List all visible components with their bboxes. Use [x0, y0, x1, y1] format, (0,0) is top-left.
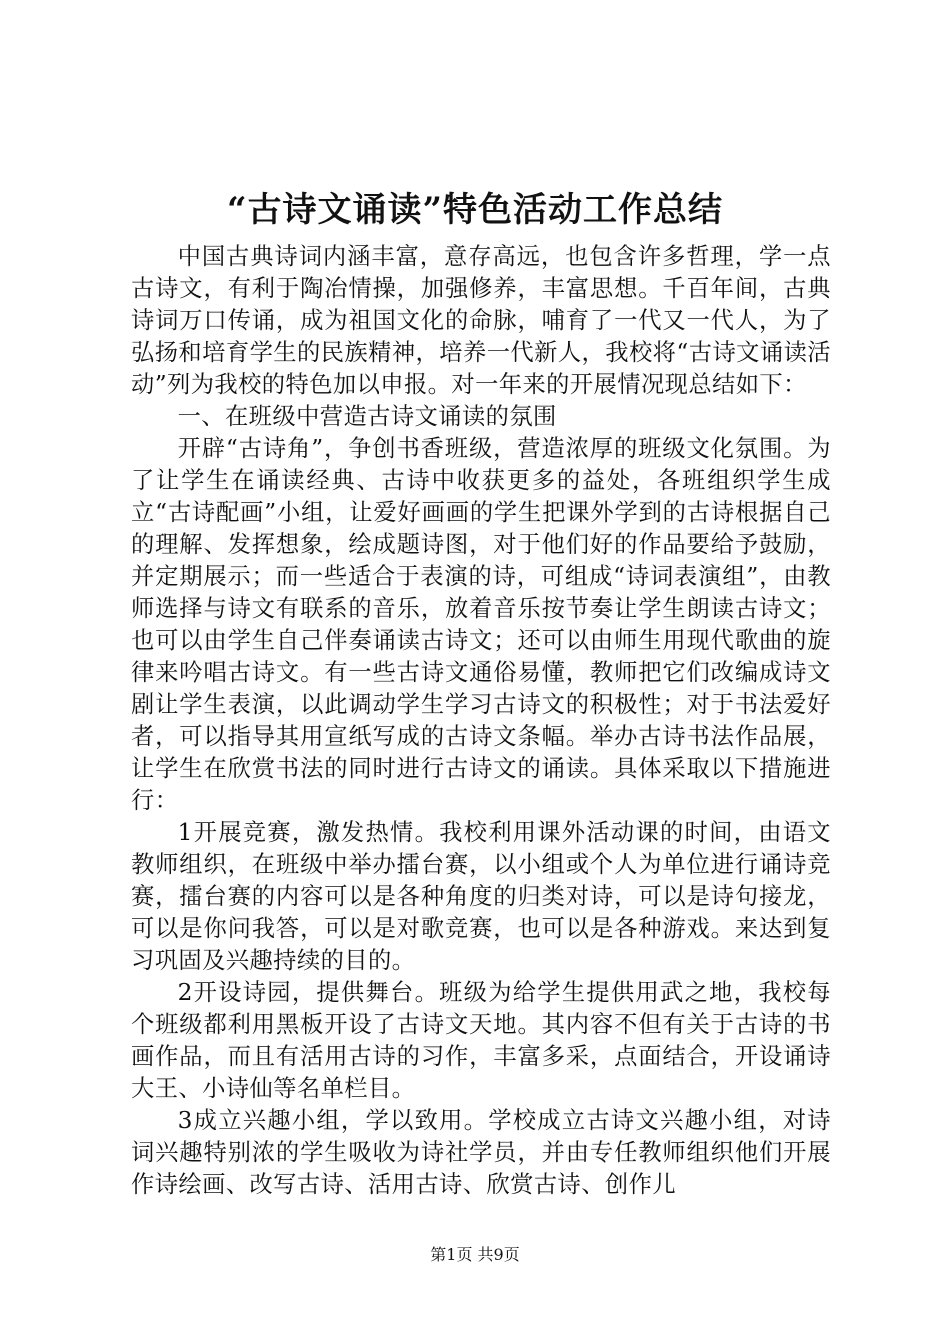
section-heading: 一、在班级中营造古诗文诵读的氛围 [177, 403, 557, 430]
paragraph-section-one: 开辟“古诗角”，争创书香班级，营造浓厚的班级文化氛围。为了让学生在诵读经典、古诗中收获更多的益处，各班组织学生成立“古诗配画”小组，让爱好画画的学生把课外学到的古诗根据自己的理解、发挥想象，绘成题诗图，对于他们好的作品要给予鼓励，并定期展示；而一些适合于表演的诗，可组成“诗词表演组”，由教师选择与诗文有联系的音乐，放着音乐按节奏让学生朗读古诗文；也可以由学生自己伴奏诵读古诗文；还可以由师生用现代歌曲的旋律来吟唱古诗文。有一些古诗文通俗易懂，教师把它们改编成诗文剧让学生表演，以此调动学生学习古诗文的积极性；对于书法爱好者，可以指导其用宣纸写成的古诗文条幅。举办古诗书法作品展，让学生在欣赏书法的同时进行古诗文的诵读。具体采取以下措施进行： [131, 435, 831, 814]
paragraph-intro: 中国古典诗词内涵丰富，意存高远，也包含许多哲理，学一点古诗文，有利于陶冶情操，加强修养，丰富思想。千百年间，古典诗词万口传诵，成为祖国文化的命脉，哺育了一代又一代人，为了弘扬和培育学生的民族精神，培养一代新人，我校将“古诗文诵读活动”列为我校的特色加以申报。对一年来的开展情况现总结如下： [131, 243, 831, 398]
page-footer: 第1页 共9页 [430, 1245, 520, 1264]
paragraph-measure-2: 2开设诗园，提供舞台。班级为给学生提供用武之地，我校每个班级都利用黑板开设了古诗文天地。其内容不但有关于古诗的书画作品，而且有活用古诗的习作，丰富多采，点面结合，开设诵诗大王、小诗仙等名单栏目。 [131, 979, 831, 1102]
document-body [131, 241, 831, 1201]
paragraph-measure-1: 1开展竞赛，激发热情。我校利用课外活动课的时间，由语文教师组织，在班级中举办擂台赛，以小组或个人为单位进行诵诗竞赛，擂台赛的内容可以是各种角度的归类对诗，可以是诗句接龙，可以是你问我答，可以是对歌竞赛，也可以是各种游戏。来达到复习巩固及兴趣持续的目的。 [131, 819, 831, 974]
document-title: “古诗文诵读”特色活动工作总结 [226, 190, 724, 230]
paragraph-measure-3: 3成立兴趣小组，学以致用。学校成立古诗文兴趣小组，对诗词兴趣特别浓的学生吸收为诗社学员，并由专任教师组织他们开展作诗绘画、改写古诗、活用古诗、欣赏古诗、创作儿 [131, 1107, 831, 1198]
